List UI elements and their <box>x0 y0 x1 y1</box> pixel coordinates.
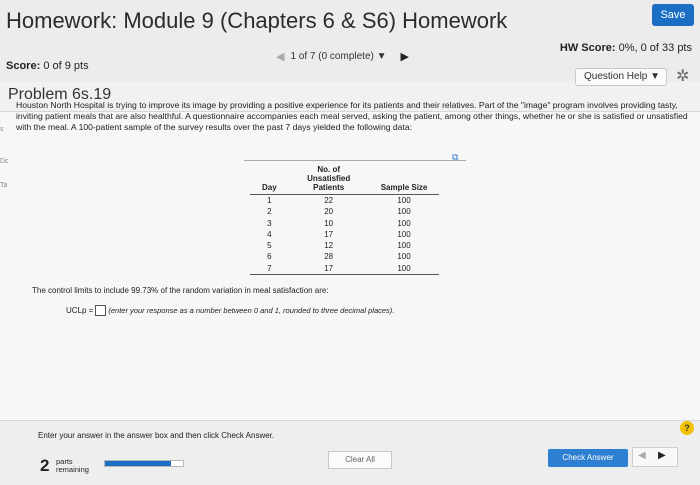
table-cell: 1 <box>267 196 272 205</box>
table-row <box>250 251 439 262</box>
table-cell: 100 <box>397 252 411 262</box>
score-label: Score: <box>6 60 41 72</box>
table-cell: 2 <box>267 207 272 217</box>
limits-text: The control limits to include 99.73% of the random variation in meal satisfaction are: <box>32 286 329 295</box>
progress-bar <box>104 460 184 467</box>
table-cell: 20 <box>324 207 334 217</box>
copy-icon[interactable]: ⧉ <box>452 152 459 162</box>
help-icon[interactable]: ? <box>680 421 694 435</box>
data-table <box>250 164 439 275</box>
table-row <box>250 240 439 251</box>
parts-label: parts <box>56 457 73 466</box>
pager-dropdown[interactable] <box>290 51 386 62</box>
progress-fill <box>105 461 171 466</box>
table-cell: 17 <box>289 263 369 275</box>
remaining-label: remaining <box>56 465 89 474</box>
dropdown-arrow-icon: ▼ <box>650 71 661 82</box>
table-row <box>250 218 439 229</box>
gear-icon[interactable]: ✲ <box>676 68 690 85</box>
page-title: Homework: Module 9 (Chapters 6 & S6) Homework <box>6 8 508 33</box>
table-cell: 10 <box>324 218 334 228</box>
score <box>6 60 89 72</box>
side-note: Dc <box>0 158 9 165</box>
dropdown-arrow-icon: ▼ <box>376 51 387 62</box>
column-header-day: Day <box>250 164 289 195</box>
table-cell: 100 <box>397 229 411 239</box>
table-cell: 17 <box>324 229 334 239</box>
ucl-row <box>66 305 394 316</box>
table-header-row <box>250 164 439 195</box>
question-help-label: Question Help <box>584 71 648 82</box>
hw-score-label: HW Score: <box>559 42 616 54</box>
table-row <box>250 229 439 240</box>
table-cell: 28 <box>324 252 334 262</box>
clear-all-button[interactable]: Clear All <box>328 451 392 469</box>
chevron-left-icon[interactable]: ◀ <box>276 51 285 63</box>
table-cell: 7 <box>250 263 289 275</box>
hw-score <box>560 42 692 54</box>
ucl-instruction: (enter your response as a number between 0 and 1, rounded to three decimal places). <box>108 306 395 315</box>
problem-title: Problem 6s.19 <box>8 86 112 103</box>
chevron-right-icon[interactable]: ▶ <box>400 51 409 63</box>
problem-statement: Houston North Hospital is trying to improve its image by providing a positive experience for its patients and their relatives. Part of the "image" program involves providing tasty, inviting patient meals that are also healthful. A questionnaire accompanies each meal served, asking the patient, among other things, whether he or she is satisfied or unsatisfied with the meal. A 100-patient sample of the survey results over the past 7 days yielded the following data: <box>16 100 688 132</box>
pager-text: 1 of 7 (0 complete) <box>290 51 374 62</box>
ucl-label: UCLp = <box>66 306 94 315</box>
table-cell: 3 <box>267 218 272 228</box>
save-button[interactable]: Save <box>652 4 694 26</box>
column-header-sample-size: Sample Size <box>369 164 440 195</box>
hw-score-value: 0%, 0 of 33 pts <box>618 42 692 54</box>
divider <box>244 160 466 161</box>
table-cell: 100 <box>397 241 411 251</box>
table-row <box>250 195 439 207</box>
table-cell: 100 <box>397 196 411 205</box>
table-row <box>250 206 439 217</box>
side-note: Ta <box>0 182 8 189</box>
table-row <box>250 263 439 275</box>
check-answer-button[interactable]: Check Answer <box>548 449 628 467</box>
column-header-unsatisfied: No. of Unsatisfied Patients <box>289 164 369 195</box>
table-cell: 100 <box>397 207 411 217</box>
table-cell: 100 <box>397 218 411 228</box>
parts-remaining-count: 2 <box>40 456 50 475</box>
table-cell: 22 <box>324 196 334 205</box>
chevron-right-icon[interactable]: ▶ <box>658 450 666 461</box>
instructions-text: Enter your answer in the answer box and then click Check Answer. <box>38 431 275 440</box>
table-cell: 6 <box>267 252 272 262</box>
side-note: s <box>0 126 4 133</box>
table-cell: 4 <box>267 229 272 239</box>
table-body <box>250 195 439 275</box>
table-cell: 100 <box>369 263 440 275</box>
question-pager <box>276 50 409 63</box>
chevron-left-icon[interactable]: ◀ <box>638 450 646 461</box>
score-value: 0 of 9 pts <box>43 60 89 72</box>
table-cell: 12 <box>324 241 334 251</box>
ucl-answer-input[interactable] <box>95 305 106 316</box>
question-help-button[interactable] <box>575 68 667 86</box>
parts-remaining-label <box>56 458 89 474</box>
table-cell: 5 <box>267 241 272 251</box>
